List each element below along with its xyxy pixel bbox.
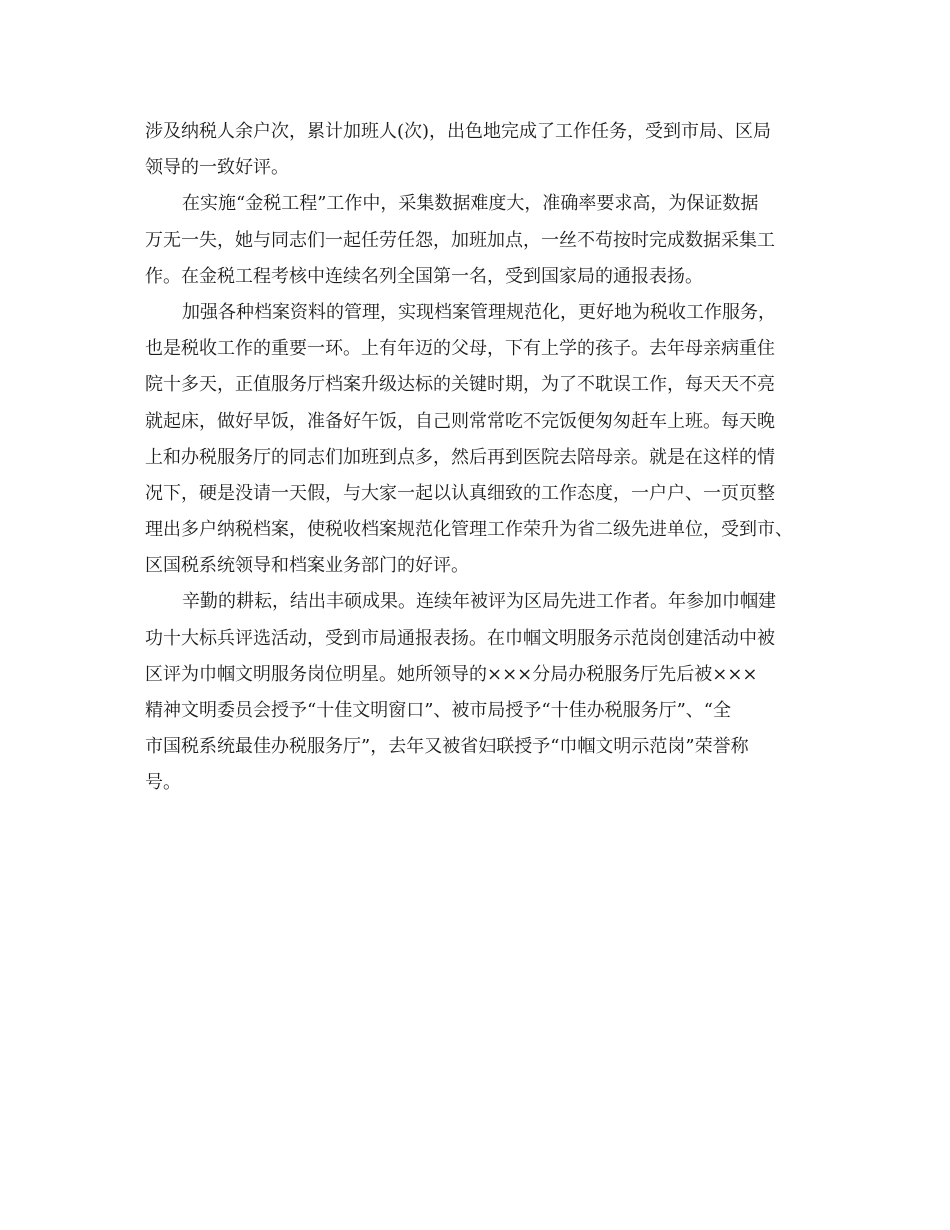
text-line: 市国税系统最佳办税服务厅”，去年又被省妇联授予“巾帼文明示范岗”荣誉称: [145, 736, 749, 758]
text-line: 号。: [145, 772, 181, 794]
text-line: 况下，硬是没请一天假，与大家一起以认真细致的工作态度，一户户、一页页整: [145, 482, 775, 504]
text-line: 精神文明委员会授予“十佳文明窗口”、被市局授予“十佳办税服务厅”、“全: [145, 700, 732, 721]
text-line: 领导的一致好评。: [145, 157, 289, 179]
text-line: 院十多天，正值服务厅档案升级达标的关键时期，为了不耽误工作，每天天不亮: [145, 374, 775, 396]
text-line: 功十大标兵评选活动，受到市局通报表扬。在巾帼文明服务示范岗创建活动中被: [145, 627, 775, 649]
paragraph-2: [145, 186, 815, 295]
paragraph-4: [145, 584, 815, 801]
text-line: 区评为巾帼文明服务岗位明星。她所领导的×××分局办税服务厅先后被×××: [145, 663, 758, 685]
text-line: 区国税系统领导和档案业务部门的好评。: [145, 555, 469, 577]
text-line: 辛勤的耕耘，结出丰硕成果。连续年被评为区局先进工作者。年参加巾帼建: [182, 591, 776, 613]
text-line: 上和办税服务厅的同志们加班到点多，然后再到医院去陪母亲。就是在这样的情: [145, 446, 775, 468]
text-line: 也是税收工作的重要一环。上有年迈的父母，下有上学的孩子。去年母亲病重住: [145, 338, 775, 360]
paragraph-1: [145, 114, 815, 186]
paragraph-3: [145, 295, 815, 585]
text-line: 作。在金税工程考核中连续名列全国第一名，受到国家局的通报表扬。: [145, 265, 703, 287]
text-line: 加强各种档案资料的管理，实现档案管理规范化，更好地为税收工作服务，: [182, 301, 776, 323]
text-line: 万无一失，她与同志们一起任劳任怨，加班加点，一丝不苟按时完成数据采集工: [145, 229, 775, 251]
text-line: 涉及纳税人余户次，累计加班人(次)，出色地完成了工作任务，受到市局、区局: [145, 121, 772, 142]
document-body: [145, 114, 815, 802]
text-line: 理出多户纳税档案，使税收档案规范化管理工作荣升为省二级先进单位，受到市、: [145, 519, 793, 541]
text-line: 在实施“金税工程”工作中，采集数据难度大，准确率要求高，为保证数据: [182, 193, 759, 215]
text-line: 就起床，做好早饭，准备好午饭，自己则常常吃不完饭便匆匆赶车上班。每天晚: [145, 410, 775, 432]
